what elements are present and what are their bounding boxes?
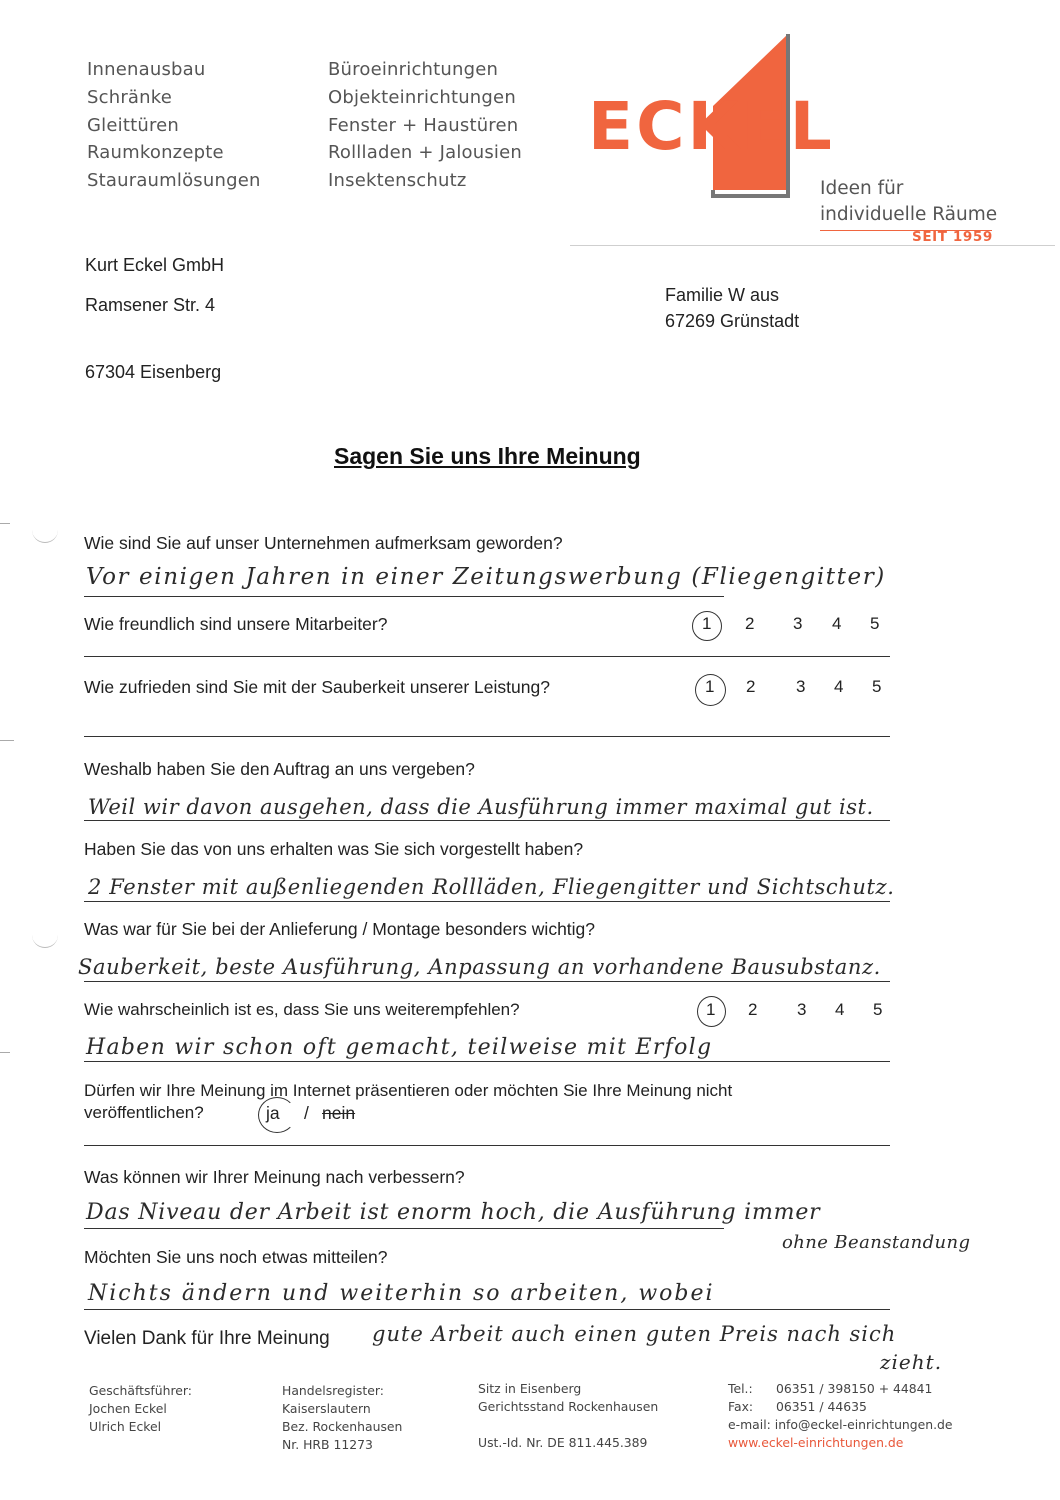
publish-yes-circle (258, 1097, 296, 1133)
logo-since: SEIT 1959 (912, 229, 993, 245)
rating-option[interactable]: 3 (797, 1000, 807, 1019)
services-right (328, 56, 522, 195)
fold-mark (0, 523, 10, 524)
question-publish-line2: veröffentlichen? (84, 1103, 204, 1122)
question-publish: Dürfen wir Ihre Meinung im Internet präsentieren oder möchten Sie Ihre Meinung nicht (84, 1081, 733, 1100)
question-cleanliness: Wie zufrieden sind Sie mit der Sauberkeit unserer Leistung? (84, 677, 550, 697)
punch-mark (32, 933, 58, 948)
rating-option[interactable]: 2 (748, 1000, 758, 1019)
footer-management (89, 1382, 192, 1436)
footer-fax-number: 06351 / 44635 (776, 1399, 867, 1414)
rating-option[interactable]: 2 (746, 677, 756, 696)
question-message: Möchten Sie uns noch etwas mitteilen? (84, 1247, 388, 1267)
punch-mark (32, 528, 58, 543)
rating-option[interactable]: 4 (835, 1000, 845, 1019)
answer-line (84, 656, 890, 657)
question-recommend: Wie wahrscheinlich ist es, dass Sie uns weiterempfehlen? (84, 1000, 520, 1019)
publish-separator: / (304, 1103, 309, 1123)
service-item: Schränke (87, 86, 173, 108)
answer-line (84, 736, 890, 737)
answer-line (84, 1145, 890, 1146)
footer-line: Nr. HRB 11273 (282, 1437, 373, 1452)
footer-line: Jochen Eckel (89, 1401, 167, 1416)
fold-mark (0, 1052, 10, 1053)
rating-scale-cleanliness (700, 677, 900, 701)
answer-line (84, 1309, 890, 1310)
rating-option[interactable]: 1 (705, 677, 715, 696)
question-improve: Was können wir Ihrer Meinung nach verbessern? (84, 1167, 465, 1187)
footer-contact (728, 1380, 953, 1452)
answer-line (84, 1061, 890, 1062)
service-item: Objekteinrichtungen (328, 86, 516, 108)
service-item: Rollladen + Jalousien (328, 142, 522, 164)
answer-expectation[interactable]: 2 Fenster mit außenliegenden Rollläden, Fliegengitter und Sichtschutz. (88, 875, 895, 899)
answer-message-end[interactable]: zieht. (880, 1350, 943, 1374)
answer-line (84, 981, 890, 982)
answer-line (84, 901, 890, 902)
footer-website[interactable]: www.eckel-einrichtungen.de (728, 1435, 904, 1450)
rating-option[interactable]: 2 (745, 614, 755, 633)
answer-line (84, 1228, 724, 1229)
answer-delivery[interactable]: Sauberkeit, beste Ausführung, Anpassung an vorhandene Bausubstanz. (78, 955, 881, 979)
header-rule (570, 245, 1055, 246)
footer-phone (728, 1380, 953, 1398)
rating-option[interactable]: 3 (793, 614, 803, 633)
question-reason: Weshalb haben Sie den Auftrag an uns vergeben? (84, 759, 475, 779)
answer-message[interactable]: Nichts ändern und weiterhin so arbeiten, wobei (88, 1281, 715, 1306)
answer-message-continued[interactable]: gute Arbeit auch einen guten Preis nach sich (372, 1322, 897, 1346)
answer-reason[interactable]: Weil wir davon ausgehen, dass die Ausführung immer maximal gut ist. (88, 795, 874, 819)
logo-tagline-1: Ideen für (820, 178, 904, 199)
page-title: Sagen Sie uns Ihre Meinung (334, 443, 641, 469)
footer-line: Ust.-Id. Nr. DE 811.445.389 (478, 1435, 648, 1450)
footer-line: Ulrich Eckel (89, 1419, 162, 1434)
footer-fax (728, 1398, 953, 1416)
footer-email[interactable]: e-mail: info@eckel-einrichtungen.de (728, 1417, 953, 1432)
service-item: Gleittüren (87, 114, 180, 136)
answer-improve-continued[interactable]: ohne Beanstandung (782, 1232, 971, 1253)
footer-line: Handelsregister: (282, 1383, 384, 1398)
service-item: Insektenschutz (328, 170, 467, 192)
company-logo (570, 28, 1050, 253)
service-item: Stauraumlösungen (87, 170, 261, 192)
footer-line: Kaiserslautern (282, 1401, 371, 1416)
services-left (87, 56, 261, 195)
sender-city: 67304 Eisenberg (85, 362, 222, 382)
footer-line: Sitz in Eisenberg (478, 1381, 582, 1396)
question-delivery: Was war für Sie bei der Anlieferung / Montage besonders wichtig? (84, 919, 596, 939)
rating-option[interactable]: 4 (832, 614, 842, 633)
rating-option[interactable]: 5 (872, 677, 882, 696)
logo-tagline-2: individuelle Räume (820, 204, 998, 225)
question-expectation: Haben Sie das von uns erhalten was Sie sich vorgestellt haben? (84, 839, 584, 859)
footer-phone-label: Tel.: (728, 1381, 753, 1396)
footer-fax-label: Fax: (728, 1399, 754, 1414)
thanks-text: Vielen Dank für Ihre Meinung (84, 1328, 330, 1349)
answer-improve[interactable]: Das Niveau der Arbeit ist enorm hoch, die Ausführung immer (86, 1200, 821, 1225)
service-item: Fenster + Haustüren (328, 114, 519, 136)
answer-line (84, 820, 890, 821)
rating-option[interactable]: 5 (870, 614, 880, 633)
service-item: Büroeinrichtungen (328, 59, 499, 80)
service-item: Innenausbau (87, 59, 206, 80)
rating-option[interactable]: 1 (702, 614, 712, 633)
publish-yes-option[interactable]: ja (266, 1103, 280, 1123)
recipient-city: 67269 Grünstadt (665, 311, 800, 331)
selected-rating-circle (695, 674, 726, 706)
answer-source[interactable]: Vor einigen Jahren in einer Zeitungswerbung (Fliegengitter) (86, 564, 886, 590)
question-friendliness: Wie freundlich sind unsere Mitarbeiter? (84, 614, 388, 634)
logo-wordmark: ECKEL (588, 88, 835, 165)
footer-line: Geschäftsführer: (89, 1383, 192, 1398)
sender-company: Kurt Eckel GmbH (85, 255, 225, 275)
publish-no-option[interactable]: nein (322, 1103, 356, 1123)
recipient-name: Familie W aus (665, 285, 780, 305)
rating-scale-recommend (700, 1000, 900, 1024)
footer-seat (478, 1380, 658, 1452)
rating-option[interactable]: 3 (796, 677, 806, 696)
sender-street: Ramsener Str. 4 (85, 295, 216, 315)
answer-line (84, 596, 724, 597)
rating-option[interactable]: 5 (873, 1000, 883, 1019)
rating-option[interactable]: 4 (834, 677, 844, 696)
service-item: Raumkonzepte (87, 142, 224, 164)
answer-recommend[interactable]: Haben wir schon oft gemacht, teilweise mit Erfolg (86, 1035, 713, 1060)
selected-rating-circle (692, 611, 722, 641)
fold-mark (0, 740, 14, 741)
footer-line: Gerichtsstand Rockenhausen (478, 1399, 659, 1414)
footer-register (282, 1382, 402, 1454)
rating-scale-friendliness (700, 614, 900, 638)
footer-line: Bez. Rockenhausen (282, 1419, 403, 1434)
rating-option[interactable]: 1 (706, 1000, 716, 1019)
selected-rating-circle (697, 996, 726, 1027)
footer-phone-number: 06351 / 398150 + 44841 (776, 1381, 933, 1396)
question-source: Wie sind Sie auf unser Unternehmen aufmerksam geworden? (84, 533, 563, 553)
